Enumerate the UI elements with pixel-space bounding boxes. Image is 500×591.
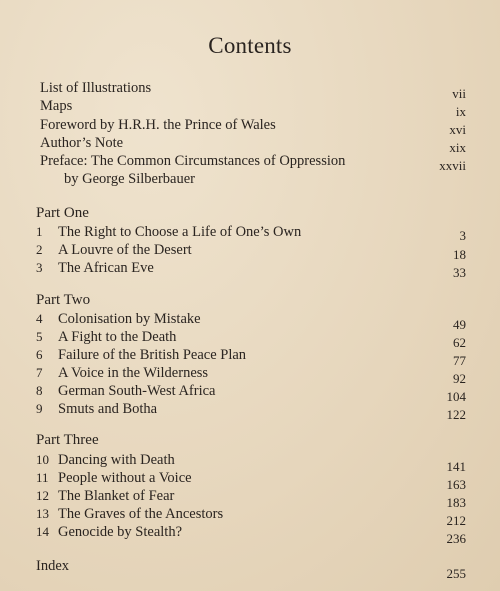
chapter-page: 212 [446,513,466,528]
chapter-entry [36,364,208,382]
toc-page-foreword: xvi [449,122,466,137]
chapter-title: A Louvre of the Desert [58,242,192,258]
toc-page-authors-note: xix [449,140,466,155]
part-heading: Part One [36,205,89,221]
chapter-page: 49 [453,317,466,332]
chapter-title: The African Eve [58,260,154,276]
chapter-number: 3 [36,260,43,275]
toc-page-list-of-illustrations: vii [452,86,466,101]
chapter-title: German South-West Africa [58,383,216,399]
chapter-entry [36,310,201,328]
toc-entry-preface: Preface: The Common Circumstances of Oppression [40,153,346,169]
toc-entry-list-of-illustrations: List of Illustrations [40,80,152,96]
chapter-page: 18 [453,247,466,262]
part-heading: Part Three [36,432,99,448]
toc-entry-preface-author: by George Silberbauer [64,171,195,187]
chapter-entry [36,223,301,241]
chapter-number: 10 [36,452,49,467]
chapter-entry [36,469,192,487]
chapter-page: 104 [446,389,466,404]
chapter-title: Colonisation by Mistake [58,311,201,327]
chapter-entry [36,400,157,418]
toc-entry-maps: Maps [40,98,73,114]
chapter-number: 8 [36,383,43,398]
chapter-entry [36,346,246,364]
chapter-page: 236 [446,531,466,546]
chapter-entry [36,523,182,541]
chapter-number: 5 [36,329,43,344]
chapter-title: A Voice in the Wilderness [58,365,209,381]
chapter-entry [36,328,176,346]
chapter-number: 1 [36,224,43,239]
chapter-page: 183 [446,495,466,510]
chapter-number: 9 [36,401,43,416]
chapter-page: 141 [446,459,466,474]
chapter-title: Smuts and Botha [58,401,158,417]
chapter-page: 122 [446,407,466,422]
chapter-entry [36,241,192,259]
chapter-number: 14 [36,524,49,539]
toc-page-maps: ix [455,104,466,119]
part-heading: Part Two [36,292,91,308]
chapter-entry [36,451,175,469]
chapter-number: 13 [36,506,49,521]
chapter-number: 6 [36,347,43,362]
chapter-page: 163 [446,477,466,492]
chapter-entry [36,487,174,505]
chapter-entry [36,505,223,523]
chapter-page: 33 [453,265,466,280]
page-title: Contents [208,33,292,58]
chapter-title: People without a Voice [58,470,192,486]
chapter-title: A Fight to the Death [58,329,177,345]
chapter-title: Dancing with Death [58,452,175,468]
chapter-title: Genocide by Stealth? [58,524,183,540]
toc-page-index: 255 [446,566,466,581]
chapter-title: The Blanket of Fear [58,488,175,504]
chapter-number: 11 [36,470,49,485]
chapter-page: 62 [453,335,466,350]
chapter-number: 2 [36,242,43,257]
chapter-page: 3 [459,228,466,243]
toc-entry-index: Index [36,558,70,574]
chapter-entry [36,382,215,400]
chapter-page: 92 [453,371,466,386]
toc-entry-authors-note: Author’s Note [40,135,124,151]
toc-page-preface: xxvii [439,158,466,173]
chapter-page: 77 [453,353,466,368]
chapter-number: 12 [36,488,49,503]
chapter-number: 7 [36,365,43,380]
chapter-title: The Graves of the Ancestors [58,506,224,522]
chapter-number: 4 [36,311,43,326]
chapter-title: The Right to Choose a Life of One’s Own [58,224,302,240]
chapter-entry [36,259,154,277]
toc-entry-foreword: Foreword by H.R.H. the Prince of Wales [40,117,276,133]
chapter-title: Failure of the British Peace Plan [58,347,247,363]
